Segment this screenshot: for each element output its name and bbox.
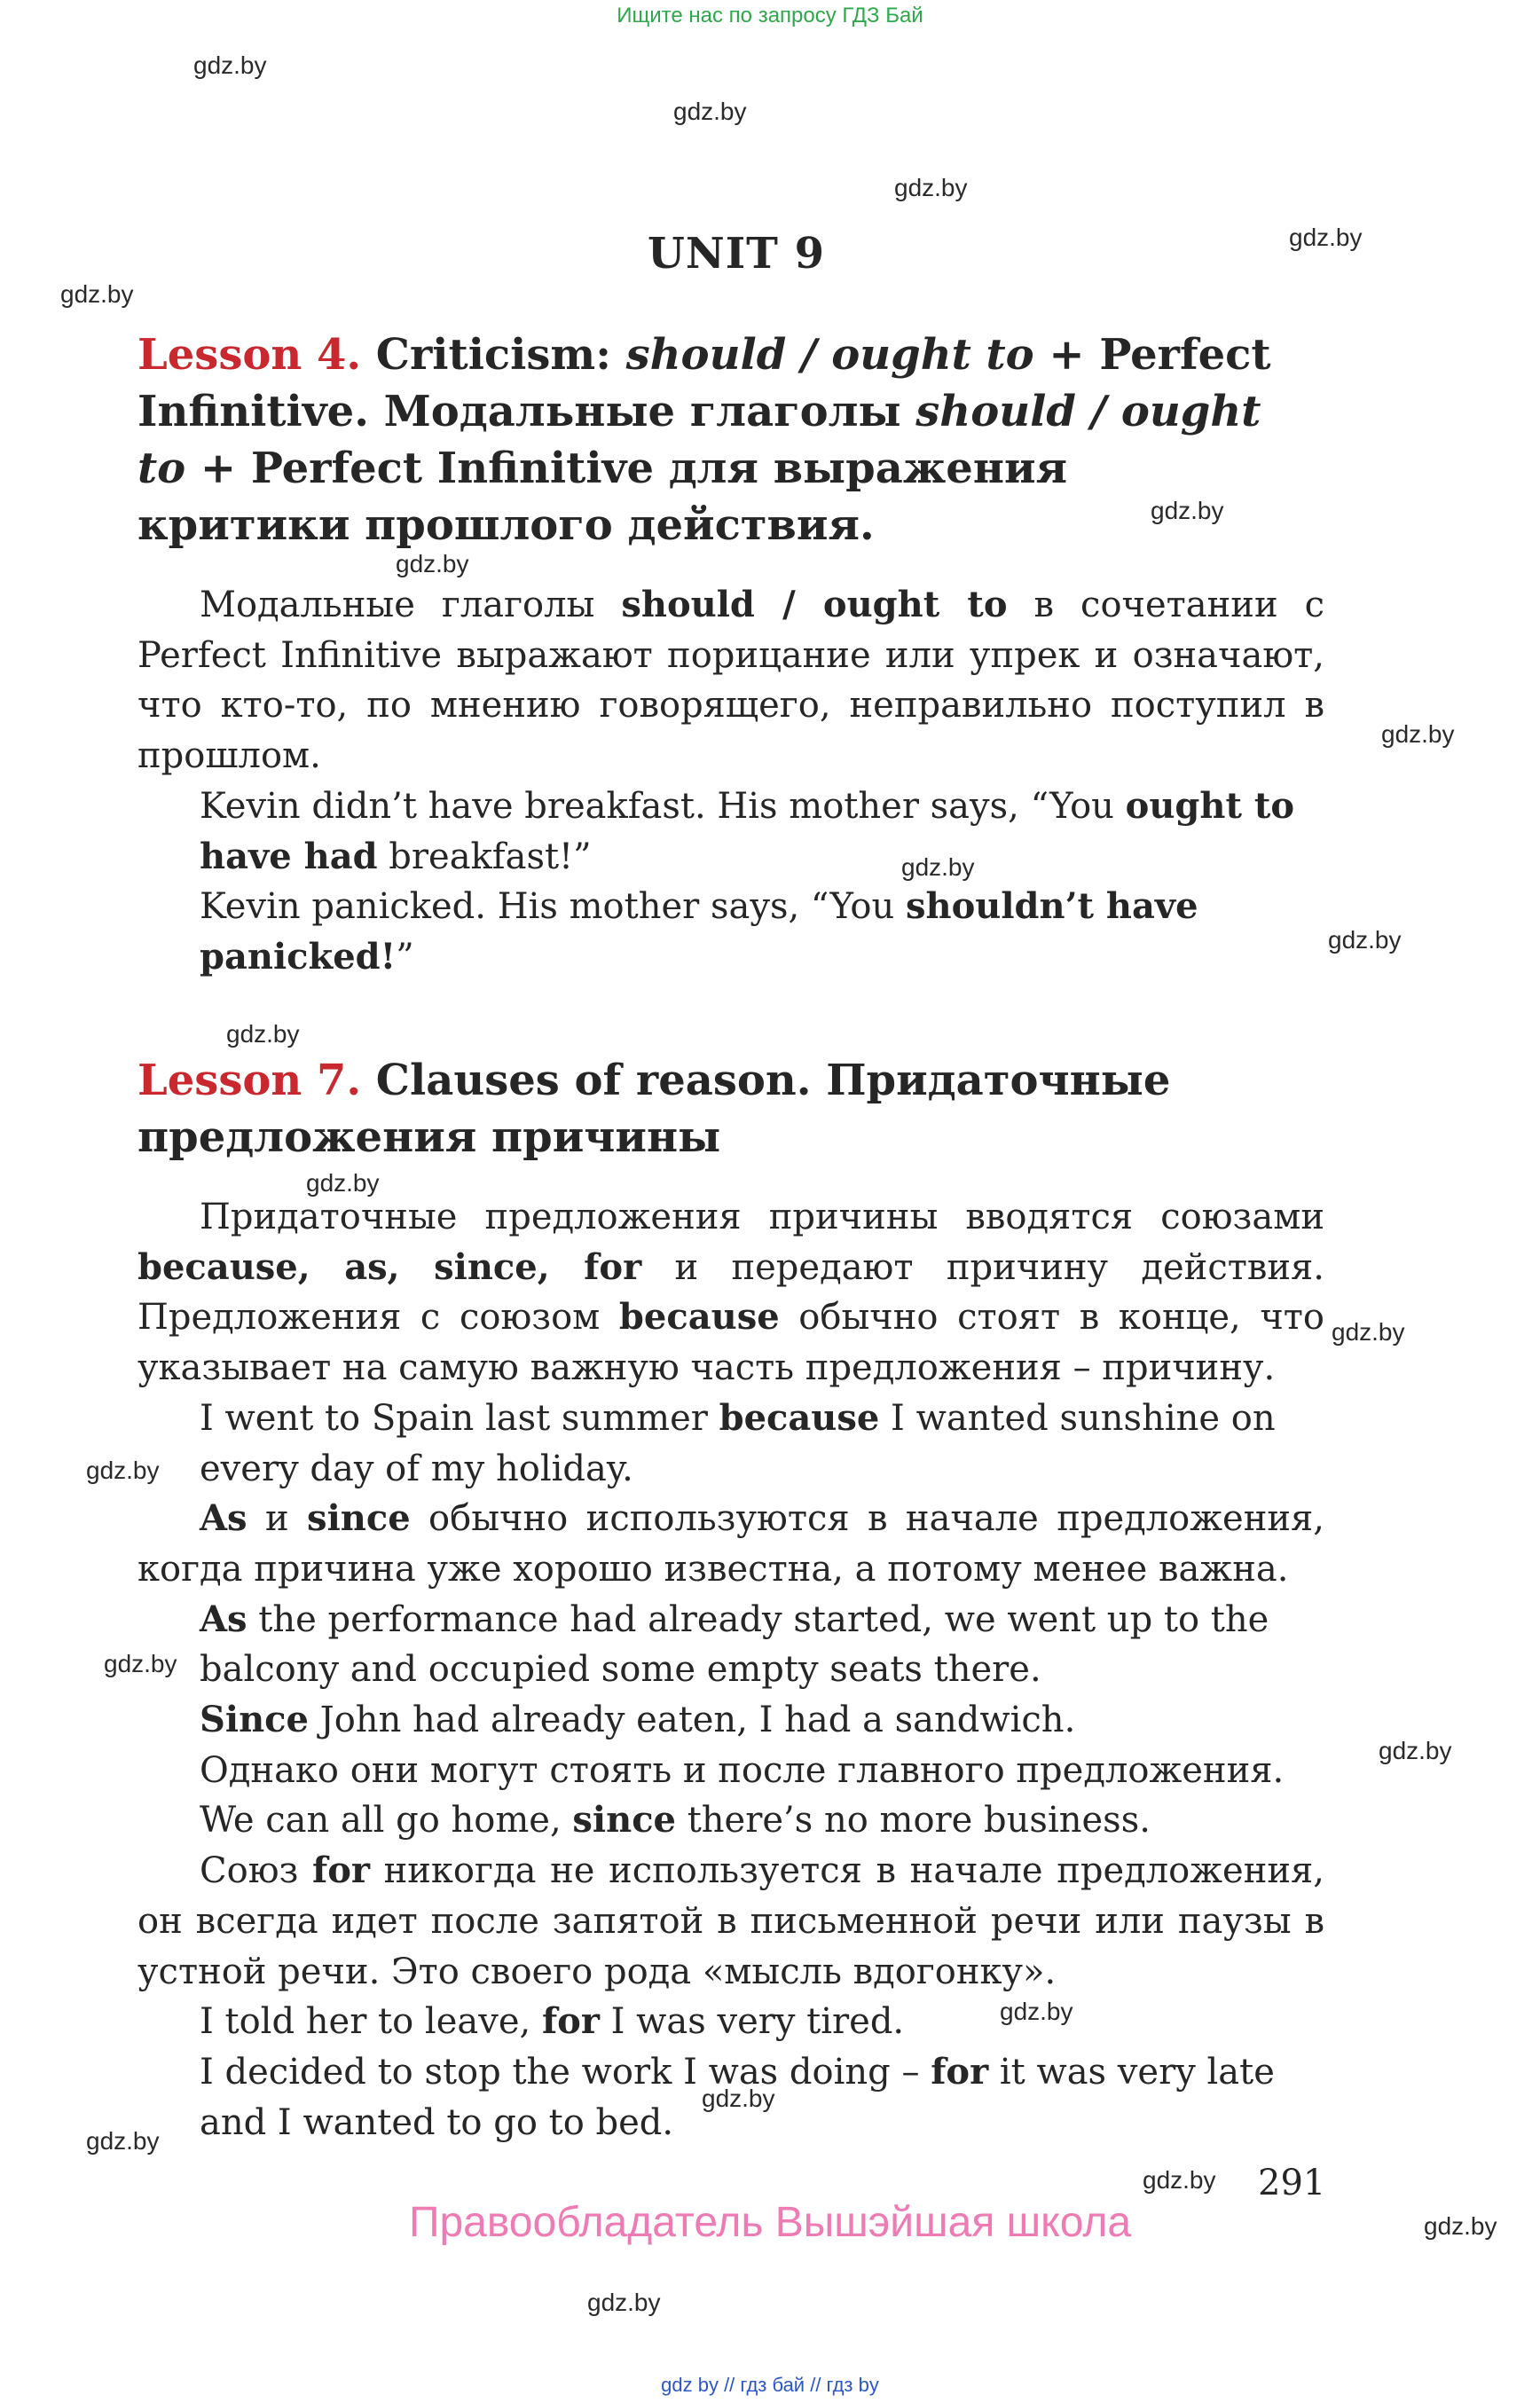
lesson7-body — [138, 1192, 1324, 2148]
watermark: gdz.by — [702, 2085, 775, 2112]
lesson7-label: Lesson 7. — [138, 1056, 362, 1105]
watermark: gdz.by — [1000, 1998, 1073, 2025]
paragraph: Модальные глаголы should / ought to в сочетании с Perfect Infinitive выражают порицание или упрек и означают, что кто-то, по мнению говорящего, неправильно поступил в прошлом. — [138, 584, 1324, 777]
watermark: gdz.by — [1379, 1737, 1452, 1764]
watermark: gdz.by — [587, 2289, 661, 2316]
paragraph: Союз for никогда не используется в начале предложения, он всегда идет после запятой в письменной речи или паузы в устной речи. Это своего рода «мысль вдогонку». — [138, 1849, 1325, 1992]
example: I told her to leave, for I was very tired. — [200, 2000, 905, 2043]
watermark: gdz.by — [901, 853, 975, 881]
watermark: gdz.by — [193, 51, 267, 79]
watermark: gdz.by — [86, 2127, 160, 2155]
heading-italic: should — [625, 330, 787, 380]
watermark: gdz.by — [396, 550, 469, 577]
rights-holder: Правообладатель Вышэйшая школа — [408, 2199, 1132, 2246]
watermark: gdz.by — [1289, 224, 1363, 251]
top-search-notice: Ищите нас по запросу ГДЗ Бай — [617, 4, 923, 27]
bottom-links[interactable]: gdz by // гдз бай // гдз by — [661, 2374, 879, 2396]
example: I decided to stop the work I was doing – for it was very late and I wanted to go to bed. — [200, 2050, 1275, 2143]
heading-italic: / — [1075, 387, 1121, 436]
heading-text: Clauses of reason. Придаточные предложения причины — [138, 1056, 1171, 1162]
watermark: gdz.by — [1424, 2212, 1497, 2240]
paragraph: As и since обычно используются в начале предложения, когда причина уже хорошо известна, а потому менее важна. — [138, 1497, 1324, 1590]
lesson4-heading — [138, 326, 1291, 554]
example: Kevin didn’t have breakfast. His mother says, “You ought to have had breakfast!” — [200, 784, 1295, 877]
heading-text: + Perfect Infinitive для выражения критики прошлого действия. — [138, 444, 1068, 550]
heading-text: + Perfect Infinitive. Модальные глаголы — [138, 330, 1271, 436]
heading-italic: ought to — [831, 330, 1034, 380]
heading-italic: should — [915, 387, 1076, 436]
watermark: gdz.by — [1143, 2166, 1216, 2194]
page-number: 291 — [1258, 2163, 1326, 2203]
heading-italic: ought to — [138, 387, 1261, 493]
watermark: gdz.by — [1332, 1318, 1405, 1346]
paragraph: Однако они могут стоять и после главного предложения. — [200, 1749, 1285, 1791]
lesson4-body — [138, 580, 1324, 983]
watermark: gdz.by — [306, 1169, 380, 1197]
lesson4-label: Lesson 4. — [138, 330, 362, 380]
watermark: gdz.by — [226, 1020, 300, 1048]
watermark: gdz.by — [104, 1650, 177, 1677]
watermark: gdz.by — [1151, 497, 1224, 524]
unit-title: UNIT 9 — [647, 229, 825, 279]
watermark: gdz.by — [1381, 720, 1455, 748]
example: As the performance had already started, we went up to the balcony and occupied some empty seats there. — [200, 1598, 1269, 1691]
example: We can all go home, since there’s no more business. — [200, 1799, 1151, 1842]
paragraph: Придаточные предложения причины вводятся союзами because, as, since, for и передают причину действия. Предложения с союзом because обычно стоят в конце, что указывает на самую важную часть предложения – причину. — [138, 1197, 1325, 1389]
watermark: gdz.by — [673, 98, 747, 125]
lesson7-heading — [138, 1052, 1291, 1166]
example: I went to Spain last summer because I wanted sunshine on every day of my holiday. — [200, 1396, 1276, 1489]
watermark: gdz.by — [1328, 926, 1402, 954]
example: Since John had already eaten, I had a sandwich. — [200, 1699, 1076, 1741]
heading-text: Criticism: — [361, 330, 626, 380]
watermark: gdz.by — [86, 1457, 160, 1484]
watermark: gdz.by — [60, 280, 134, 308]
example: Kevin panicked. His mother says, “You shouldn’t have panicked!” — [200, 885, 1198, 978]
watermark: gdz.by — [894, 174, 968, 201]
heading-italic: / — [786, 330, 832, 380]
